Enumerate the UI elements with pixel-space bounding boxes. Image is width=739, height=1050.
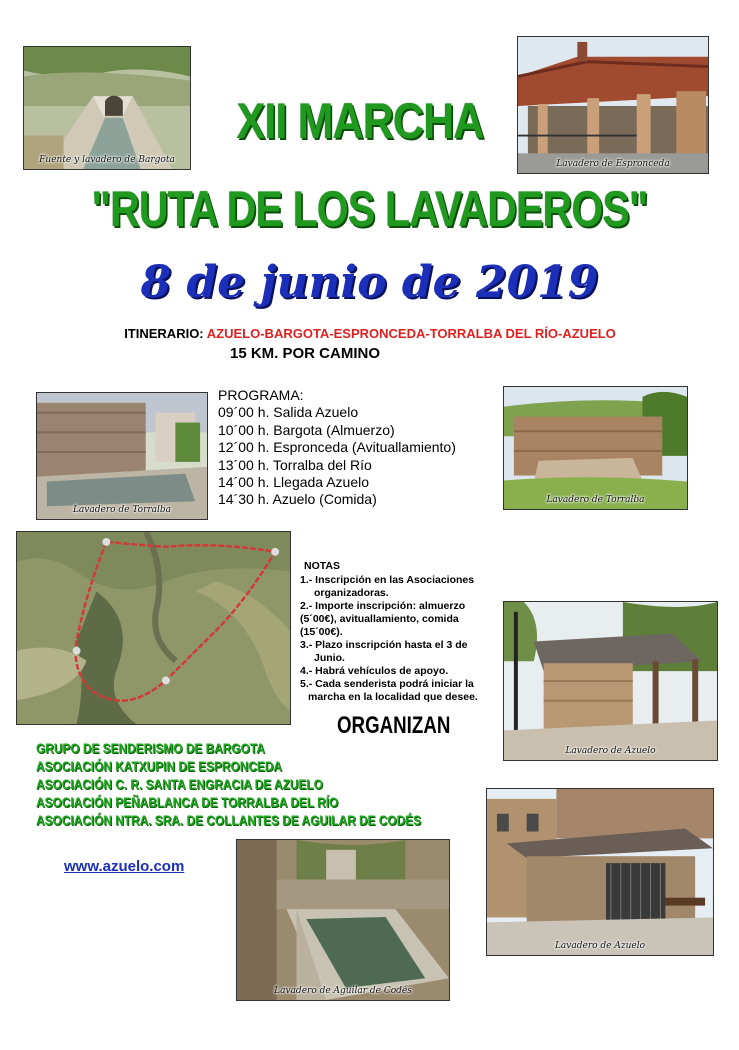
program-item: 12´00 h. Espronceda (Avituallamiento) bbox=[218, 439, 456, 456]
photo-torralba-2 bbox=[503, 386, 688, 510]
photo-espronceda bbox=[517, 36, 709, 174]
photo-caption: Lavadero de Azuelo bbox=[554, 941, 646, 951]
program-item: 09´00 h. Salida Azuelo bbox=[218, 404, 359, 421]
itinerary-label: ITINERARIO: bbox=[124, 326, 204, 341]
photo-caption: Fuente y lavadero de Bargota bbox=[39, 155, 175, 165]
photo-caption: Lavadero de Aguilar de Codés bbox=[274, 986, 412, 996]
photo-caption: Lavadero de Torralba bbox=[72, 505, 172, 515]
photo-torralba-1 bbox=[36, 392, 208, 520]
photo-azuelo-1 bbox=[503, 601, 718, 761]
itinerary bbox=[40, 326, 700, 341]
note-line: 1.- Inscripción en las Asociaciones bbox=[300, 574, 475, 586]
program-heading: PROGRAMA: bbox=[218, 387, 304, 403]
photo-caption: Lavadero de Azuelo bbox=[565, 746, 656, 756]
distance: 15 KM. POR CAMINO bbox=[230, 345, 381, 362]
organizer-item: ASOCIACIÓN PEÑABLANCA DE TORRALBA DEL RÍO bbox=[36, 795, 339, 810]
program-item: 13´00 h. Torralba del Río bbox=[218, 456, 372, 473]
note-line: (15´00€). bbox=[300, 626, 343, 638]
program-item: 14´00 h. Llegada Azuelo bbox=[218, 474, 370, 491]
itinerary-route: AZUELO-BARGOTA-ESPRONCEDA-TORRALBA DEL RÍO-AZUELO bbox=[206, 326, 616, 341]
organizer-item: ASOCIACIÓN NTRA. SRA. DE COLLANTES DE AGUILAR DE CODÉS bbox=[36, 813, 422, 828]
organizers-heading: ORGANIZAN bbox=[337, 712, 451, 739]
program-item: 14´30 h. Azuelo (Comida) bbox=[218, 491, 377, 508]
photo-caption: Lavadero de Torralba bbox=[546, 495, 645, 505]
notes bbox=[300, 560, 500, 704]
note-line: 2.- Importe inscripción: almuerzo bbox=[300, 600, 466, 612]
program-item: 10´00 h. Bargota (Almuerzo) bbox=[218, 421, 395, 438]
photo-caption: Lavadero de Espronceda bbox=[556, 159, 670, 169]
organizer-item: ASOCIACIÓN KATXUPIN DE ESPRONCEDA bbox=[36, 759, 282, 774]
website-link[interactable]: www.azuelo.com bbox=[64, 858, 185, 875]
event-date: 8 de junio de 2019 bbox=[140, 257, 599, 308]
photo-aguilar bbox=[236, 839, 450, 1001]
event-title-edition: XII MARCHA bbox=[236, 93, 484, 149]
note-line: (5´00€), avituallamiento, comida bbox=[300, 613, 459, 625]
note-line: Junio. bbox=[314, 652, 345, 664]
program bbox=[218, 387, 456, 509]
note-line: 4.- Habrá vehículos de apoyo. bbox=[300, 665, 449, 677]
organizers-list bbox=[36, 740, 421, 830]
organizer-item: ASOCIACIÓN C. R. SANTA ENGRACIA DE AZUELO bbox=[36, 777, 323, 792]
note-line: organizadoras. bbox=[314, 587, 389, 599]
photo-bargota bbox=[23, 46, 191, 170]
notes-heading: NOTAS bbox=[304, 560, 340, 572]
note-line: 5.- Cada senderista podrá iniciar la bbox=[300, 678, 474, 690]
photo-azuelo-2 bbox=[486, 788, 714, 956]
note-line: marcha en la localidad que desee. bbox=[308, 691, 478, 703]
note-line: 3.- Plazo inscripción hasta el 3 de bbox=[300, 639, 468, 651]
event-title-name: "RUTA DE LOS LAVADEROS" bbox=[91, 181, 648, 237]
organizer-item: GRUPO DE SENDERISMO DE BARGOTA bbox=[36, 741, 265, 756]
route-map bbox=[16, 531, 291, 725]
